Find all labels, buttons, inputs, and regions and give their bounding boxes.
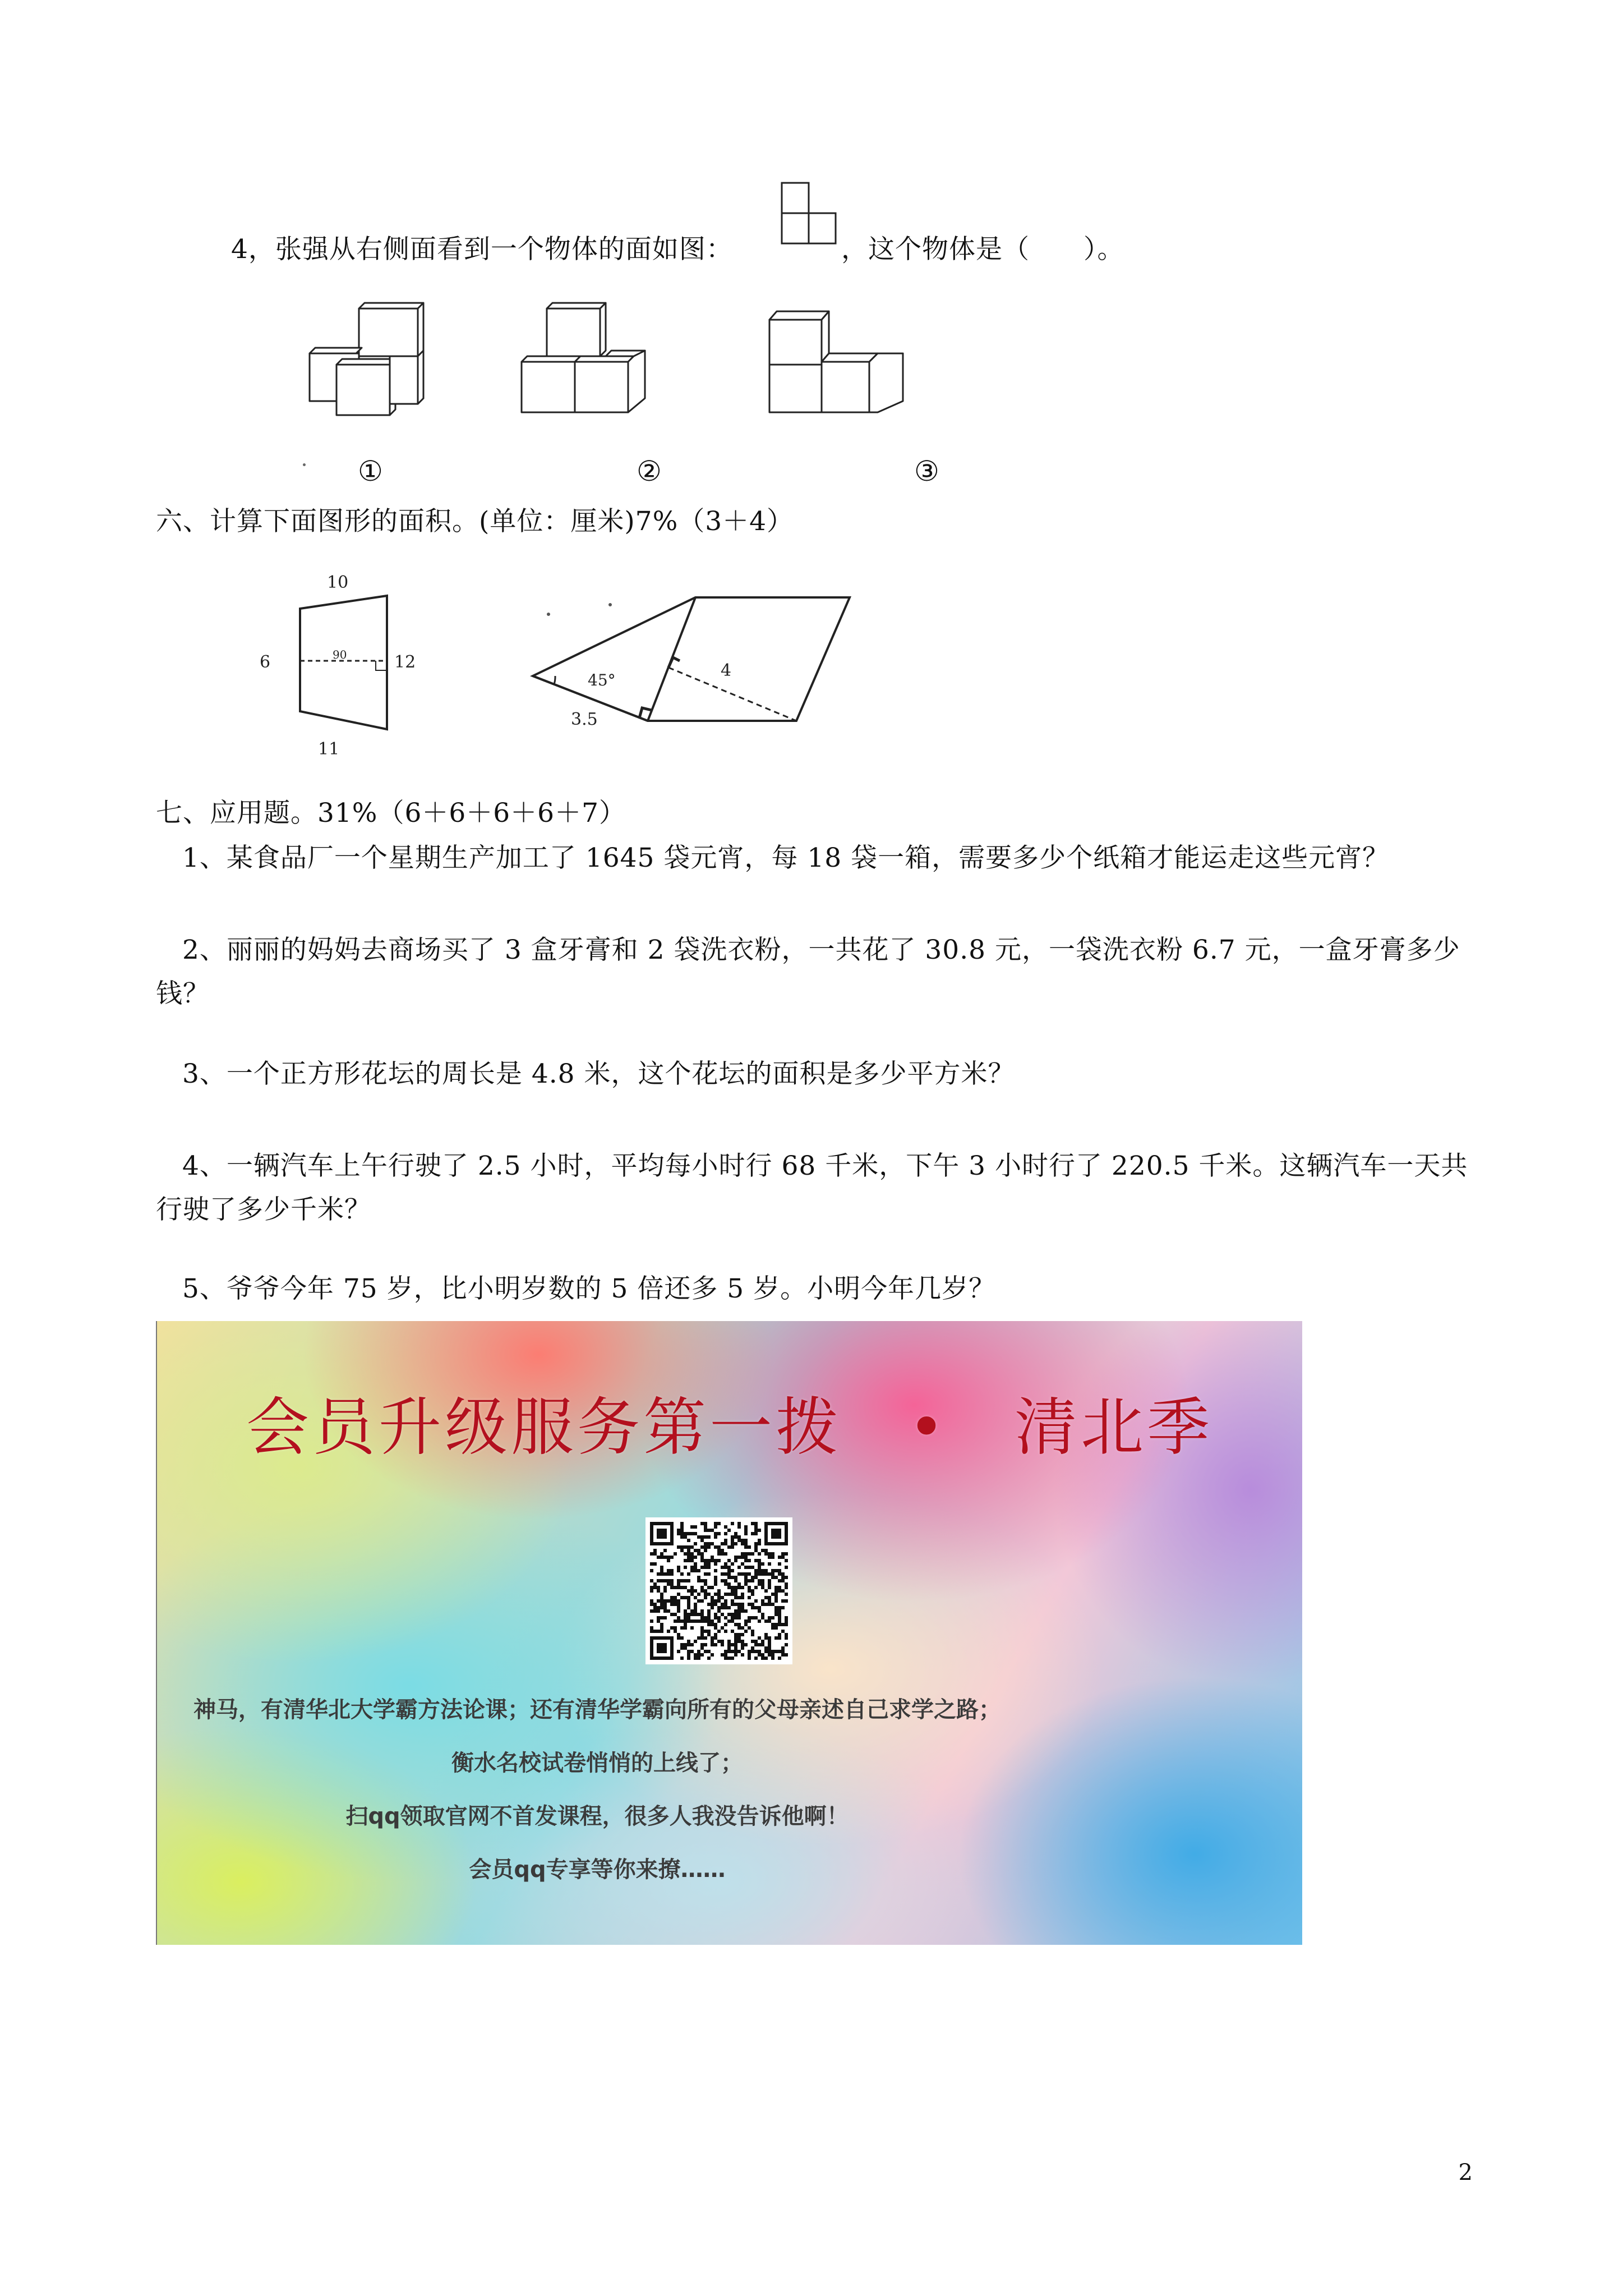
banner-line-1: 神马，有清华北大学霸方法论课；还有清华学霸向所有的父母亲述自己求学之路；: [193, 1697, 1001, 1723]
banner-line-3: 扫qq领取官网不首发课程，很多人我没告诉他啊！: [345, 1803, 849, 1829]
angle-label: 45°: [588, 671, 616, 689]
section-6-heading: 六、计算下面图形的面积。(单位：厘米)7%（3＋4）: [156, 506, 794, 537]
scan-dot: [303, 463, 306, 466]
svg-text:90: 90: [333, 648, 347, 661]
problem-2: 2、丽丽的妈妈去商场买了 3 盒牙膏和 2 袋洗衣粉，一共花了 30.8 元，一袋洗衣粉 6.7 元，一盒牙膏多少钱？: [156, 935, 1460, 1009]
cube-option-1[interactable]: [303, 297, 437, 443]
problem-4: 4、一辆汽车上午行驶了 2.5 小时，平均每小时行 68 千米，下午 3 小时行了 220.5 千米。这辆汽车一天共行驶了多少千米？: [156, 1151, 1468, 1225]
section-7-heading: 七、应用题。31%（6＋6＋6＋6＋7）: [156, 798, 626, 829]
qr-code[interactable]: [645, 1517, 792, 1664]
cube-option-3[interactable]: [763, 303, 909, 443]
banner-line-4: 会员qq专享等你来撩……: [469, 1857, 726, 1883]
height-label: 4: [721, 661, 732, 680]
problem-5: 5、爷爷今年 75 岁，比小明岁数的 5 倍还多 5 岁。小明今年几岁？: [182, 1273, 996, 1304]
banner-title: 会员升级服务第一拨 • 清北季: [246, 1391, 1214, 1464]
question-4-text-before: 4，张强从右侧面看到一个物体的面如图：: [231, 234, 733, 265]
base-label: 3.5: [571, 710, 598, 729]
cube-option-2[interactable]: [516, 297, 662, 443]
ad-banner[interactable]: [156, 1321, 1302, 1945]
page-number: 2: [1458, 2160, 1473, 2185]
problem-3: 3、一个正方形花坛的周长是 4.8 米，这个花坛的面积是多少平方米？: [182, 1059, 1015, 1089]
trapezoid-bottom-label: 11: [318, 739, 340, 757]
option-label-2: ②: [637, 455, 662, 487]
trapezoid-right-label: 12: [394, 652, 416, 672]
problem-1: 1、某食品厂一个星期生产加工了 1645 袋元宵，每 18 袋一箱，需要多少个纸箱才能运走这些元宵？: [182, 843, 1390, 873]
banner-line-2: 衡水名校试卷悄悄的上线了；: [451, 1750, 743, 1776]
option-label-3: ③: [914, 455, 940, 487]
parallelogram-figure: [522, 589, 858, 752]
right-view-figure: [773, 181, 839, 248]
trapezoid-figure: [250, 567, 435, 757]
option-label-1: ①: [358, 455, 384, 487]
question-4-text-after: ，这个物体是（ ）。: [841, 234, 1124, 265]
trapezoid-top-label: 10: [327, 573, 349, 592]
trapezoid-left-label: 6: [260, 652, 271, 672]
